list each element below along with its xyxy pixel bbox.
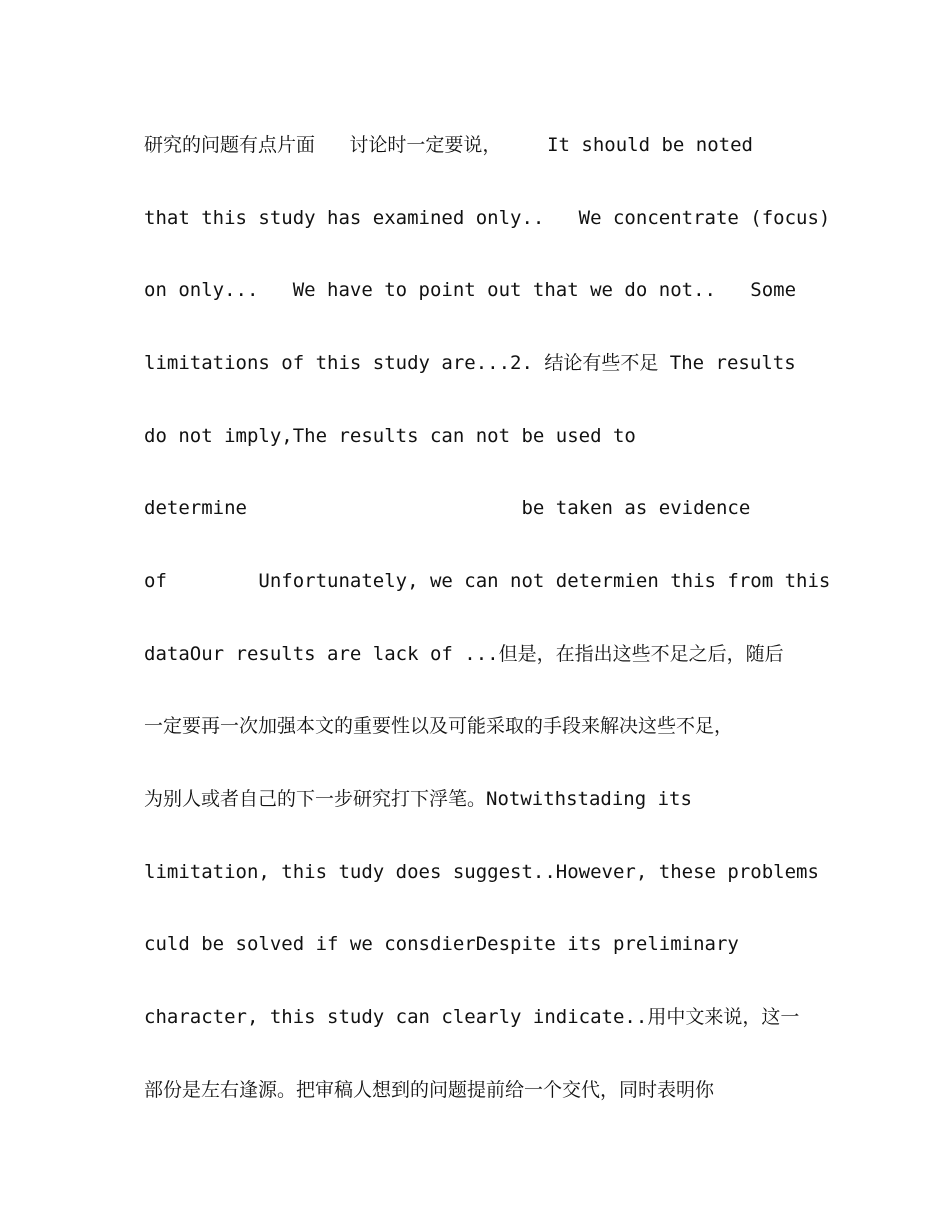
text-line-11: limitation, this tudy does suggest..However, these problems xyxy=(144,861,819,883)
text-line-4: limitations of this study are...2. 结论有些不足 The results xyxy=(144,352,796,374)
text-line-9: 一定要再一次加强本文的重要性以及可能采取的手段来解决这些不足， xyxy=(144,715,734,737)
text-line-13: character, this study can clearly indicate..用中文来说，这一 xyxy=(144,1006,800,1028)
text-line-5: do not imply,The results can not be used to xyxy=(144,425,636,447)
text-line-12: culd be solved if we consdierDespite its preliminary xyxy=(144,933,739,955)
text-line-10: 为别人或者自己的下一步研究打下浮笔。Notwithstading its xyxy=(144,788,692,810)
text-line-6: determine be taken as evidence xyxy=(144,497,751,519)
text-line-7: of Unfortunately, we can not determien this from this xyxy=(144,570,831,592)
text-line-1: 研究的问题有点片面 讨论时一定要说， It should be noted xyxy=(144,134,753,156)
text-line-2: that this study has examined only.. We concentrate (focus) xyxy=(144,207,831,229)
text-line-3: on only... We have to point out that we do not.. Some xyxy=(144,279,797,301)
text-line-8: dataOur results are lack of ...但是，在指出这些不足之后，随后 xyxy=(144,643,784,665)
text-line-14: 部份是左右逢源。把审稿人想到的问题提前给一个交代，同时表明你 xyxy=(144,1079,715,1101)
